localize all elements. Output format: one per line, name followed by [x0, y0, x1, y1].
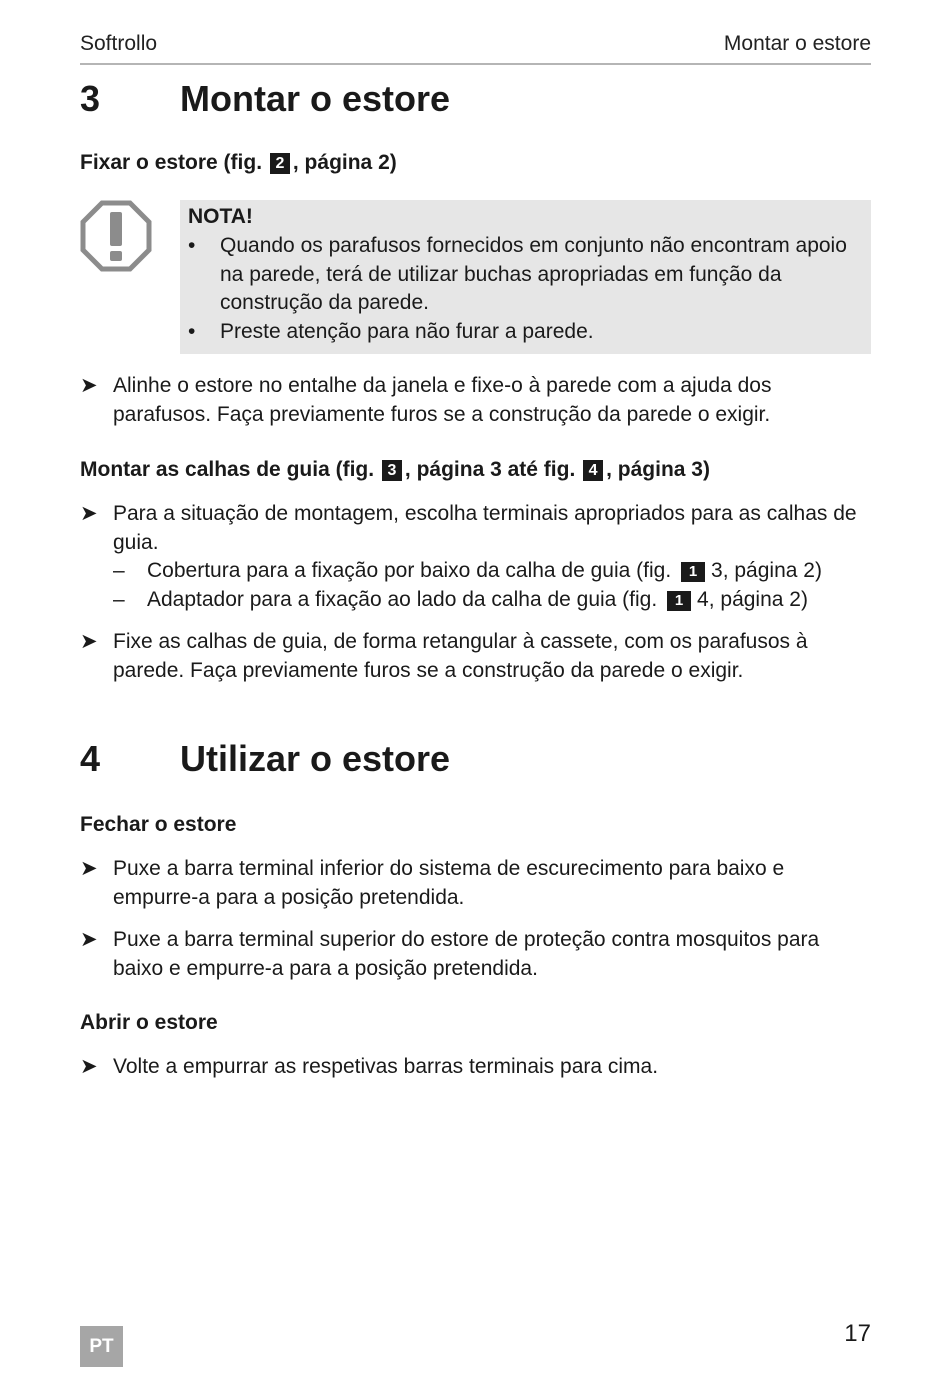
subheading-text: , página 2) — [292, 151, 397, 174]
subheading-text: Montar as calhas de guia (fig. — [80, 458, 375, 481]
note-item-text: Quando os parafusos fornecidos em conjunto não encontram apoio na parede, terá de utilizar buchas apropriadas em função da construção da parede. — [220, 234, 847, 314]
subheading-abrir-estore: Abrir o estore — [80, 1011, 218, 1034]
running-header — [80, 30, 871, 65]
instruction-step — [80, 1053, 871, 1082]
subheading-fixar-estore — [80, 151, 397, 175]
section-title: Utilizar o estore — [180, 738, 451, 779]
instruction-step — [80, 628, 871, 685]
section-4-heading — [80, 738, 871, 788]
arrow-right-icon: ➤ — [80, 857, 98, 880]
dash-list-item — [113, 557, 871, 586]
dash-marker: – — [113, 588, 125, 611]
figure-ref-badge: 4 — [583, 460, 603, 481]
subheading-text: , página 3 até fig. — [404, 458, 576, 481]
subheading-text: Fixar o estore (fig. — [80, 151, 263, 174]
note-bullet-item — [188, 318, 868, 347]
figure-ref-badge: 2 — [270, 153, 290, 174]
subheading-fechar-estore: Fechar o estore — [80, 813, 237, 836]
arrow-right-icon: ➤ — [80, 1055, 98, 1078]
instruction-step — [80, 372, 871, 429]
document-page — [80, 0, 871, 1374]
step-text: Volte a empurrar as respetivas barras terminais para cima. — [113, 1055, 659, 1078]
figure-ref-badge: 1 — [681, 562, 705, 582]
page-number: 17 — [844, 1320, 871, 1347]
note-box — [180, 200, 871, 354]
subheading-text: , página 3) — [606, 458, 710, 481]
dash-marker: – — [113, 559, 125, 582]
note-bullet-item — [188, 232, 868, 318]
step-text: Fixe as calhas de guia, de forma retangular à cassete, com os parafusos à parede. Faça previamente furos se a construção da parede o exigir. — [113, 630, 808, 682]
section-title: Montar o estore — [180, 78, 451, 119]
section-3-heading — [80, 78, 871, 128]
figure-ref-badge: 1 — [667, 591, 691, 611]
instruction-step — [80, 926, 871, 983]
bullet-icon: • — [188, 320, 196, 343]
instruction-step — [80, 855, 871, 912]
step-text: Para a situação de montagem, escolha terminais apropriados para as calhas de guia. — [113, 502, 857, 554]
bullet-icon: • — [188, 234, 196, 257]
step-text: Puxe a barra terminal inferior do sistema de escurecimento para baixo e empurre-a para a posição pretendida. — [113, 857, 785, 909]
figure-ref-badge: 3 — [382, 460, 402, 481]
note-item-text: Preste atenção para não furar a parede. — [220, 320, 594, 343]
header-product-name: Softrollo — [80, 32, 158, 55]
header-chapter-title: Montar o estore — [723, 32, 871, 55]
step-text: Puxe a barra terminal superior do estore de proteção contra mosquitos para baixo e empurre-a para a posição pretendida. — [113, 928, 820, 980]
dash-list-item — [113, 586, 871, 615]
dash-item-text: Cobertura para a fixação por baixo da calha de guia (fig. 1 3, página 2) — [147, 559, 822, 582]
arrow-right-icon: ➤ — [80, 928, 98, 951]
step-text: Alinhe o estore no entalhe da janela e fixe-o à parede com a ajuda dos parafusos. Faça previamente furos se a construção da parede o exigir. — [113, 374, 772, 426]
section-number: 4 — [80, 738, 101, 779]
subheading-calhas-guia — [80, 458, 710, 482]
warning-octagon-icon — [80, 200, 152, 272]
language-badge: PT — [80, 1326, 123, 1367]
instruction-step — [80, 500, 871, 557]
arrow-right-icon: ➤ — [80, 374, 98, 397]
arrow-right-icon: ➤ — [80, 630, 98, 653]
dash-item-text: Adaptador para a fixação ao lado da calha de guia (fig. 1 4, página 2) — [147, 588, 808, 611]
arrow-right-icon: ➤ — [80, 502, 98, 525]
section-number: 3 — [80, 78, 101, 119]
note-title: NOTA! — [188, 205, 253, 228]
